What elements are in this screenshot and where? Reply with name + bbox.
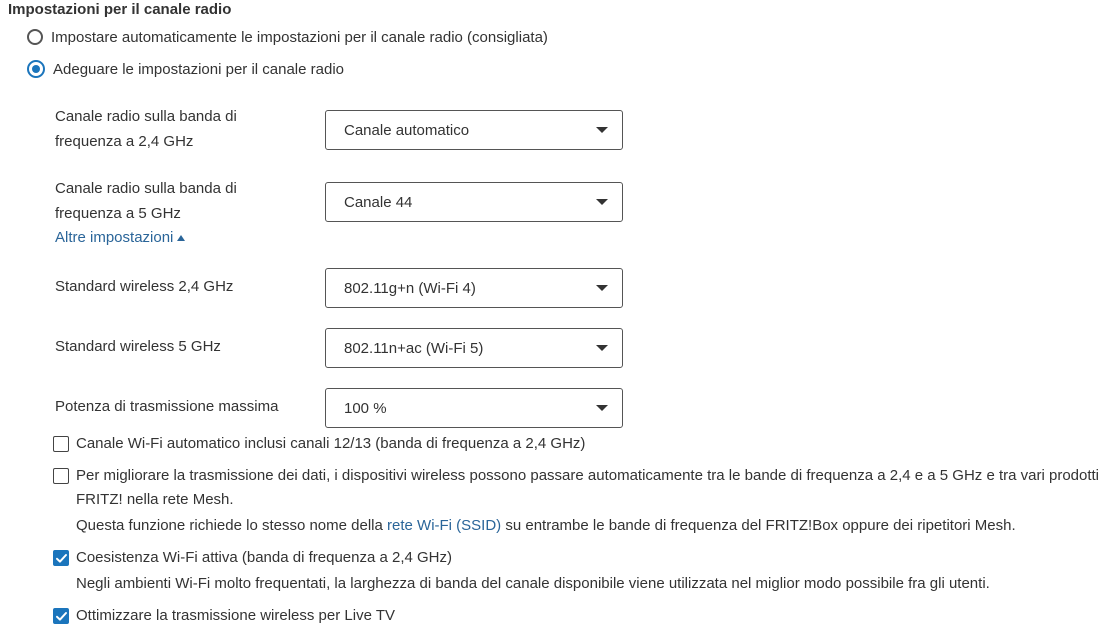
caret-up-icon: [177, 235, 185, 241]
channel-5-value: Canale 44: [344, 193, 413, 211]
coexistence-label: Coesistenza Wi-Fi attiva (banda di frequenza a 2,4 GHz): [76, 549, 453, 566]
channel-24-label-line2: frequenza a 2,4 GHz: [55, 133, 194, 150]
more-settings-link-text[interactable]: Altre impostazioni: [55, 229, 174, 246]
radio-button-unchecked[interactable]: [27, 29, 43, 45]
tx-power-label: Potenza di trasmissione massima: [55, 398, 279, 415]
channel-24-select[interactable]: [325, 110, 623, 150]
live-tv-label: Ottimizzare la trasmissione wireless per Live TV: [76, 607, 395, 624]
channel-24-label-line1: Canale radio sulla banda di: [55, 108, 237, 125]
band-steering-note-suffix: su entrambe le bande di frequenza del FRITZ!Box oppure dei ripetitori Mesh.: [501, 517, 1016, 534]
standard-5-value: 802.11n+ac (Wi-Fi 5): [344, 339, 484, 357]
band-steering-label: [76, 464, 1099, 512]
coexistence-note: Negli ambienti Wi-Fi molto frequentati, la larghezza di banda del canale disponibile viene utilizzata nel miglior modo possibile fra gli utenti.: [76, 575, 990, 592]
standard-24-select[interactable]: [325, 268, 623, 308]
standard-24-label: Standard wireless 2,4 GHz: [55, 278, 234, 295]
radio-button-checked[interactable]: [27, 60, 45, 78]
channel-5-label-line1: Canale radio sulla banda di: [55, 180, 237, 197]
channel-24-label: [55, 104, 290, 154]
band-steering-note: [76, 514, 1016, 538]
checkmark-icon: [55, 610, 68, 623]
chevron-down-icon: [596, 405, 608, 411]
checkmark-icon: [55, 552, 68, 565]
auto-channel-12-13-checkbox[interactable]: [53, 436, 69, 452]
band-steering-label-line1: Per migliorare la trasmissione dei dati, i dispositivi wireless possono passare automaticamente tra le bande di frequenza a 2,4 e a 5 GHz e tra vari prodotti: [76, 467, 1100, 484]
radio-label-custom: Adeguare le impostazioni per il canale radio: [53, 60, 345, 78]
chevron-down-icon: [596, 345, 608, 351]
channel-24-value: Canale automatico: [344, 121, 470, 139]
more-settings-link[interactable]: [55, 229, 185, 246]
band-steering-note-prefix: Questa funzione richiede lo stesso nome della: [76, 517, 388, 534]
live-tv-checkbox[interactable]: [53, 608, 69, 624]
band-steering-option[interactable]: [53, 464, 1099, 512]
standard-24-value: 802.11g+n (Wi-Fi 4): [344, 279, 476, 297]
live-tv-option[interactable]: [53, 604, 395, 628]
tx-power-select[interactable]: [325, 388, 623, 428]
chevron-down-icon: [596, 199, 608, 205]
radio-label-auto: Impostare automaticamente le impostazioni per il canale radio (consigliata): [51, 28, 548, 46]
auto-channel-12-13-label: Canale Wi-Fi automatico inclusi canali 12/13 (banda di frequenza a 2,4 GHz): [76, 435, 586, 452]
standard-5-label: Standard wireless 5 GHz: [55, 338, 221, 355]
band-steering-checkbox[interactable]: [53, 468, 69, 484]
coexistence-option[interactable]: [53, 546, 452, 570]
band-steering-label-line2: FRITZ! nella rete Mesh.: [76, 491, 234, 508]
chevron-down-icon: [596, 127, 608, 133]
channel-5-label: [55, 176, 290, 226]
channel-5-label-line2: frequenza a 5 GHz: [55, 205, 181, 222]
tx-power-value: 100 %: [344, 399, 387, 417]
standard-5-select[interactable]: [325, 328, 623, 368]
ssid-link[interactable]: rete Wi-Fi (SSID): [387, 517, 502, 534]
auto-channel-12-13-option[interactable]: [53, 432, 585, 456]
section-title: Impostazioni per il canale radio: [8, 1, 232, 18]
chevron-down-icon: [596, 285, 608, 291]
coexistence-checkbox[interactable]: [53, 550, 69, 566]
radio-auto-settings[interactable]: [27, 26, 548, 48]
channel-5-select[interactable]: [325, 182, 623, 222]
radio-custom-settings[interactable]: [27, 58, 344, 80]
